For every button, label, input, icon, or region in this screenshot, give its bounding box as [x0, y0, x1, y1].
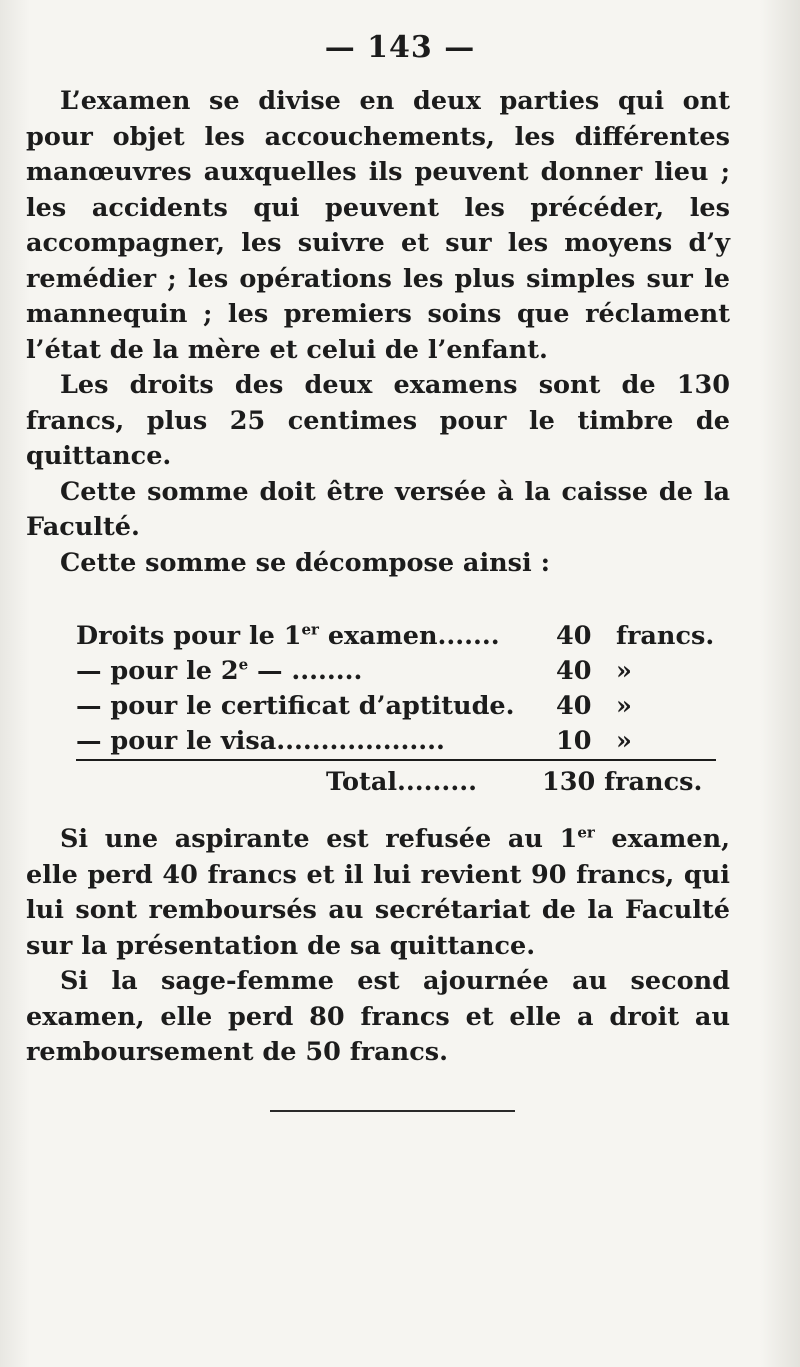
fee-amount: 40 [556, 656, 592, 686]
fee-total-value: 130 francs. [542, 767, 703, 797]
paragraph-breakdown-intro: Cette somme se décompose ainsi : [60, 547, 551, 578]
paragraph-payment: Cette somme doit être versée à la caisse de la Faculté. [26, 476, 730, 542]
fee-row [76, 689, 716, 724]
paragraph-fees: Les droits des deux examens sont de 130 francs, plus 25 centimes pour le timbre de quittance. [26, 370, 730, 471]
fee-row [76, 654, 716, 689]
fee-label: — pour le 2e — ........ [76, 655, 363, 686]
fee-total-row [76, 765, 716, 800]
fee-amount: 10 [556, 726, 592, 756]
fee-unit: » [616, 691, 632, 721]
fee-row [76, 724, 716, 761]
paragraph-refusal: Si une aspirante est refusée au 1er examen, elle perd 40 francs et il lui revient 90 francs, qui lui sont remboursés au secrétariat de la Faculté sur la présentation de sa quittance. [26, 823, 730, 961]
end-rule [270, 1110, 515, 1112]
page-number: — 143 — [324, 30, 476, 65]
fee-amount: 40 [556, 691, 592, 721]
fee-label: — pour le visa................... [76, 726, 445, 756]
page-body [26, 84, 730, 1071]
paragraph-adjournment: Si la sage-femme est ajournée au second examen, elle perd 80 francs et elle a droit au remboursement de 50 francs. [26, 966, 730, 1067]
paragraph-exam-description: L’examen se divise en deux parties qui ont pour objet les accouchements, les différentes manœuvres auxquelles ils peuvent donner lieu ; les accidents qui peuvent les précéder, les accompagner, les suivre et sur les moyens d’y remédier ; les opérations les plus simples sur le mannequin ; les premiers soins que réclament l’état de la mère et celui de l’enfant. [26, 86, 730, 365]
fee-unit: francs. [616, 621, 715, 651]
fee-unit: » [616, 656, 632, 686]
fee-row [76, 619, 716, 654]
fee-label: — pour le certificat d’aptitude. [76, 691, 515, 721]
fee-label: Droits pour le 1er examen....... [76, 620, 500, 651]
fee-unit: » [616, 726, 632, 756]
fee-amount: 40 [556, 621, 592, 651]
fee-total-label: Total......... [326, 767, 477, 797]
fee-table [76, 619, 716, 800]
